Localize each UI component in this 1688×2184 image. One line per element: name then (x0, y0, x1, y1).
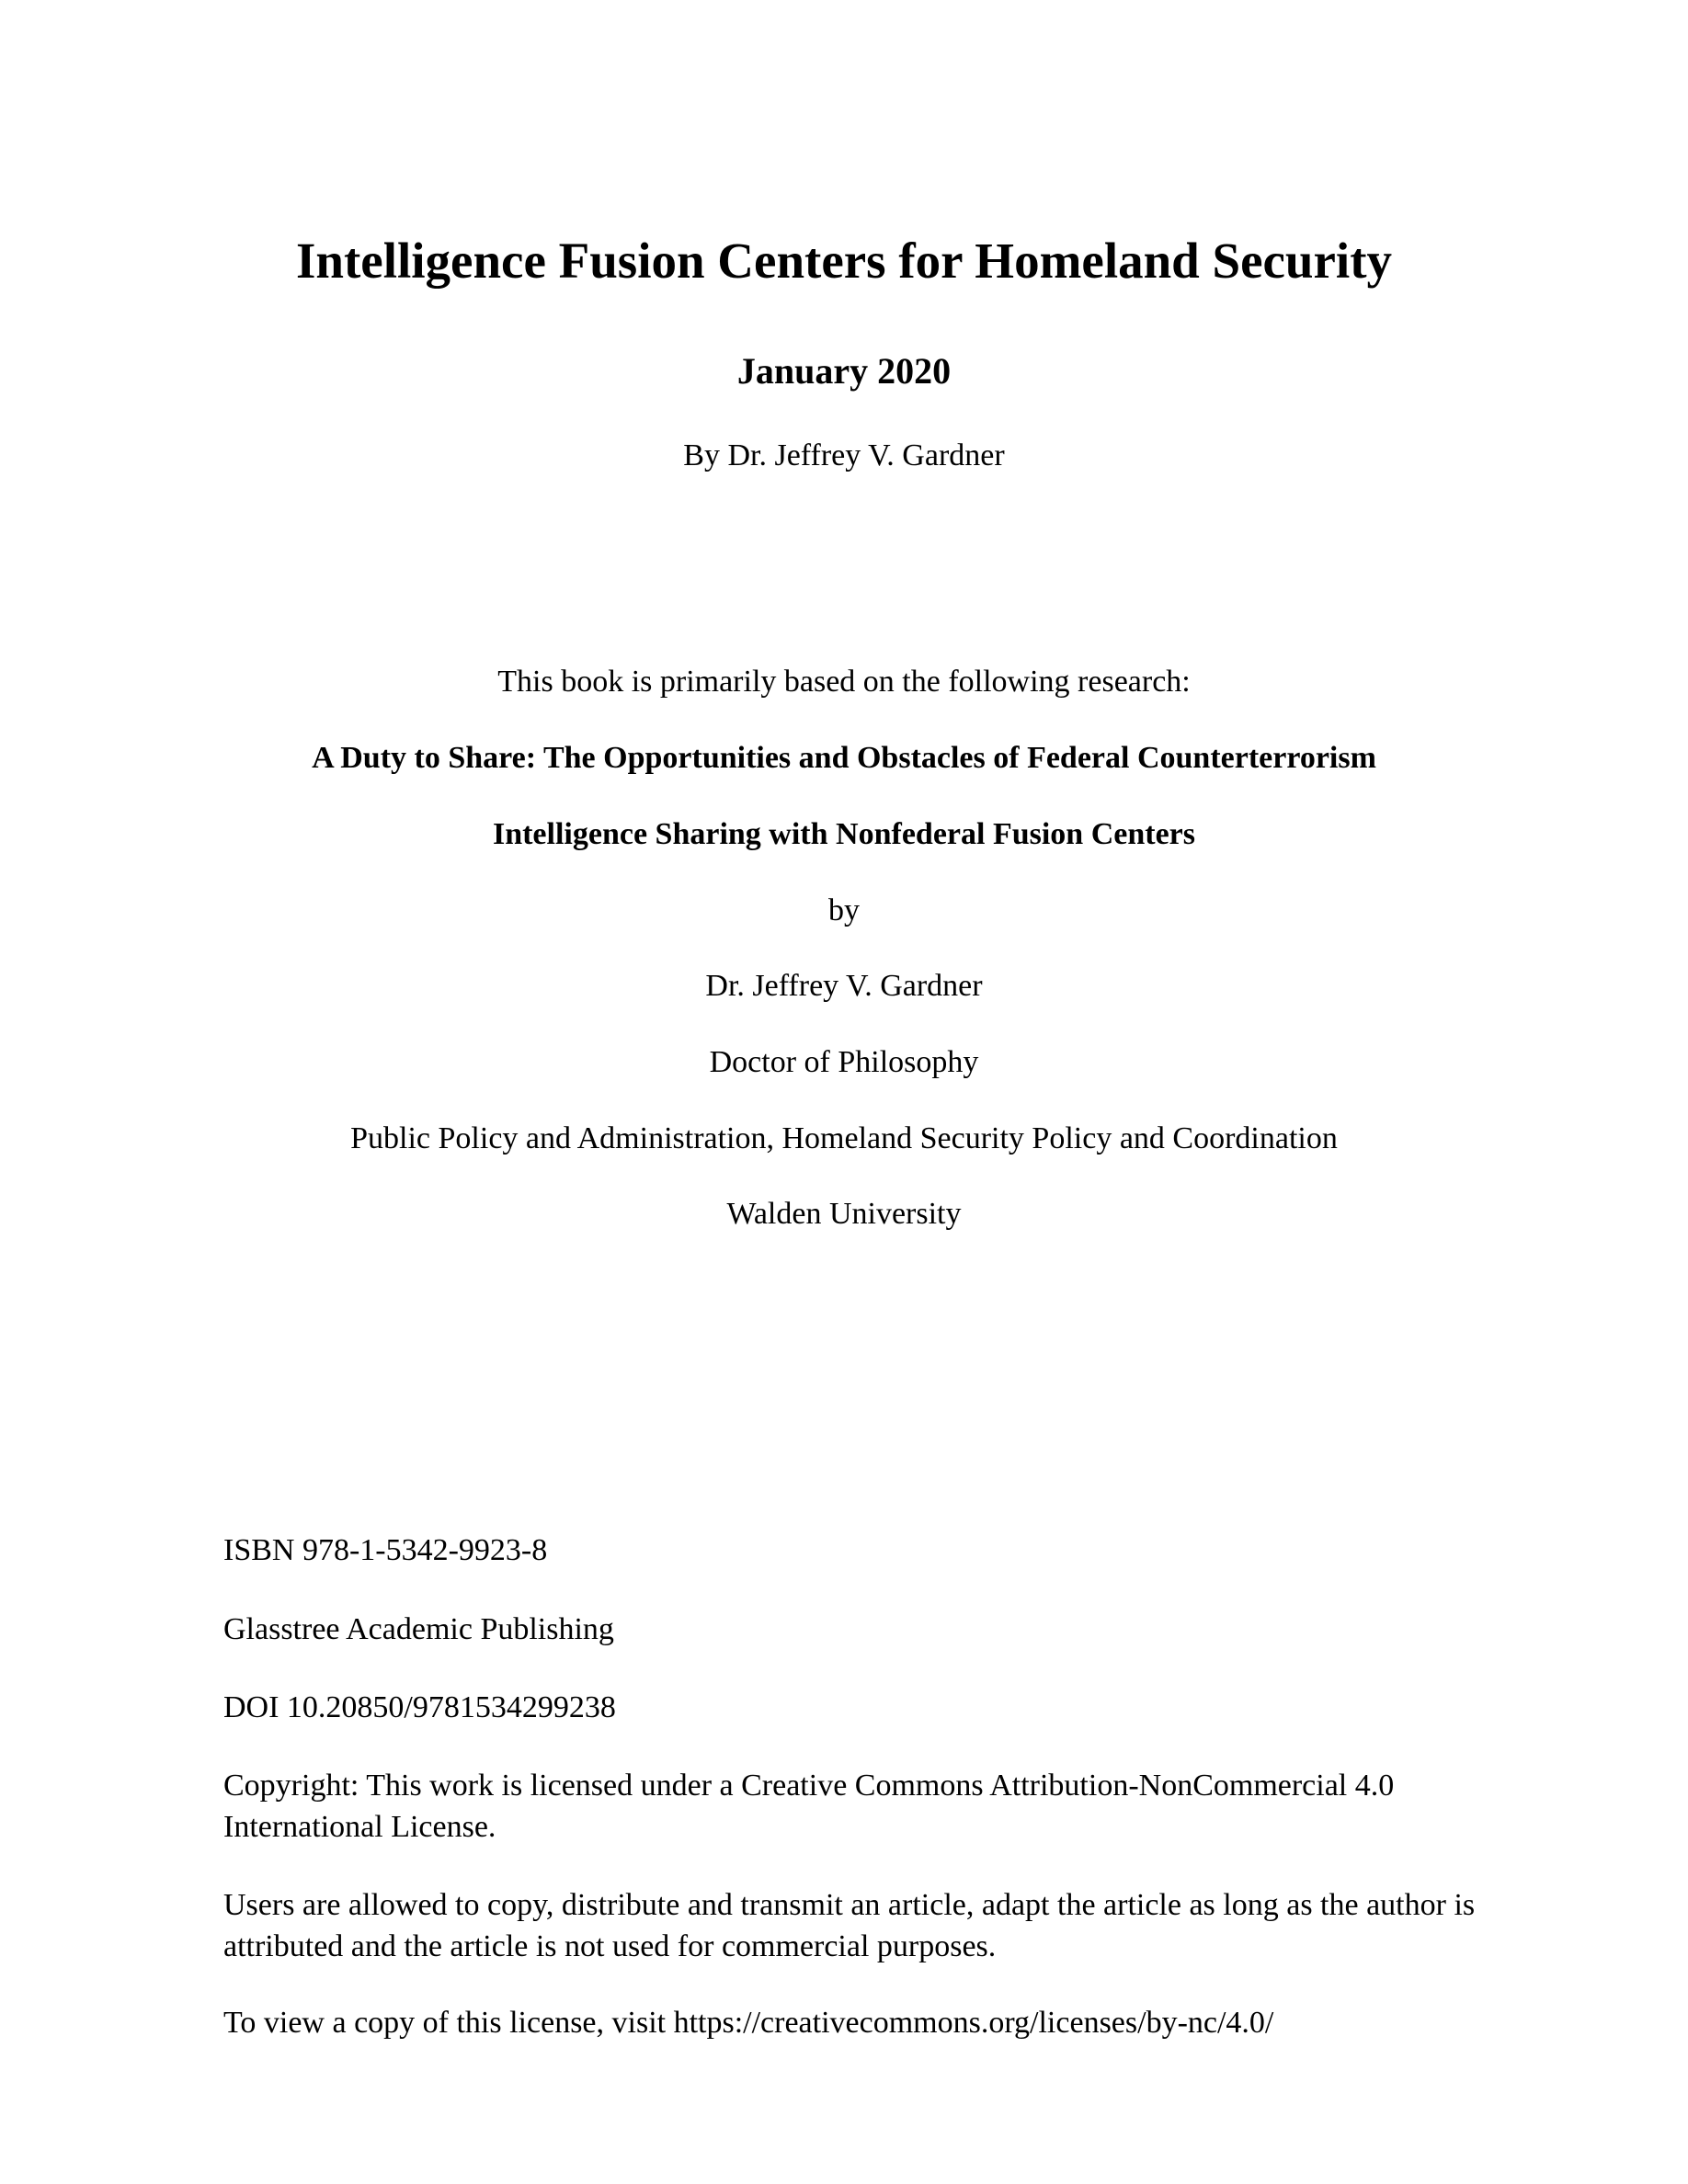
research-institution: Walden University (726, 1197, 962, 1231)
research-by: by (828, 893, 860, 927)
research-degree: Doctor of Philosophy (709, 1045, 979, 1079)
publication-date: January 2020 (736, 350, 952, 392)
copyright-notice: Copyright: This work is licensed under a Creative Commons Attribution-NonCommercial 4.0 International License. (223, 1769, 1395, 1844)
usage-terms: Users are allowed to copy, distribute and transmit an article, adapt the article as long as the author is attributed and the article is not used for commercial purposes. (223, 1888, 1476, 1963)
license-link[interactable]: To view a copy of this license, visit https://creativecommons.org/licenses/by-nc/4.0/ (223, 2006, 1274, 2040)
byline: By Dr. Jeffrey V. Gardner (683, 438, 1005, 472)
research-author: Dr. Jeffrey V. Gardner (705, 969, 983, 1003)
research-program: Public Policy and Administration, Homeland Security Policy and Coordination (350, 1121, 1338, 1155)
book-title: Intelligence Fusion Centers for Homeland Security (295, 233, 1393, 289)
research-title-line-2: Intelligence Sharing with Nonfederal Fusion Centers (492, 817, 1196, 851)
research-intro: This book is primarily based on the following research: (497, 665, 1191, 699)
isbn: ISBN 978-1-5342-9923-8 (223, 1533, 548, 1567)
doi: DOI 10.20850/9781534299238 (223, 1690, 616, 1724)
research-title-line-1: A Duty to Share: The Opportunities and Obstacles of Federal Counterterrorism (312, 741, 1376, 775)
publisher: Glasstree Academic Publishing (223, 1612, 614, 1646)
